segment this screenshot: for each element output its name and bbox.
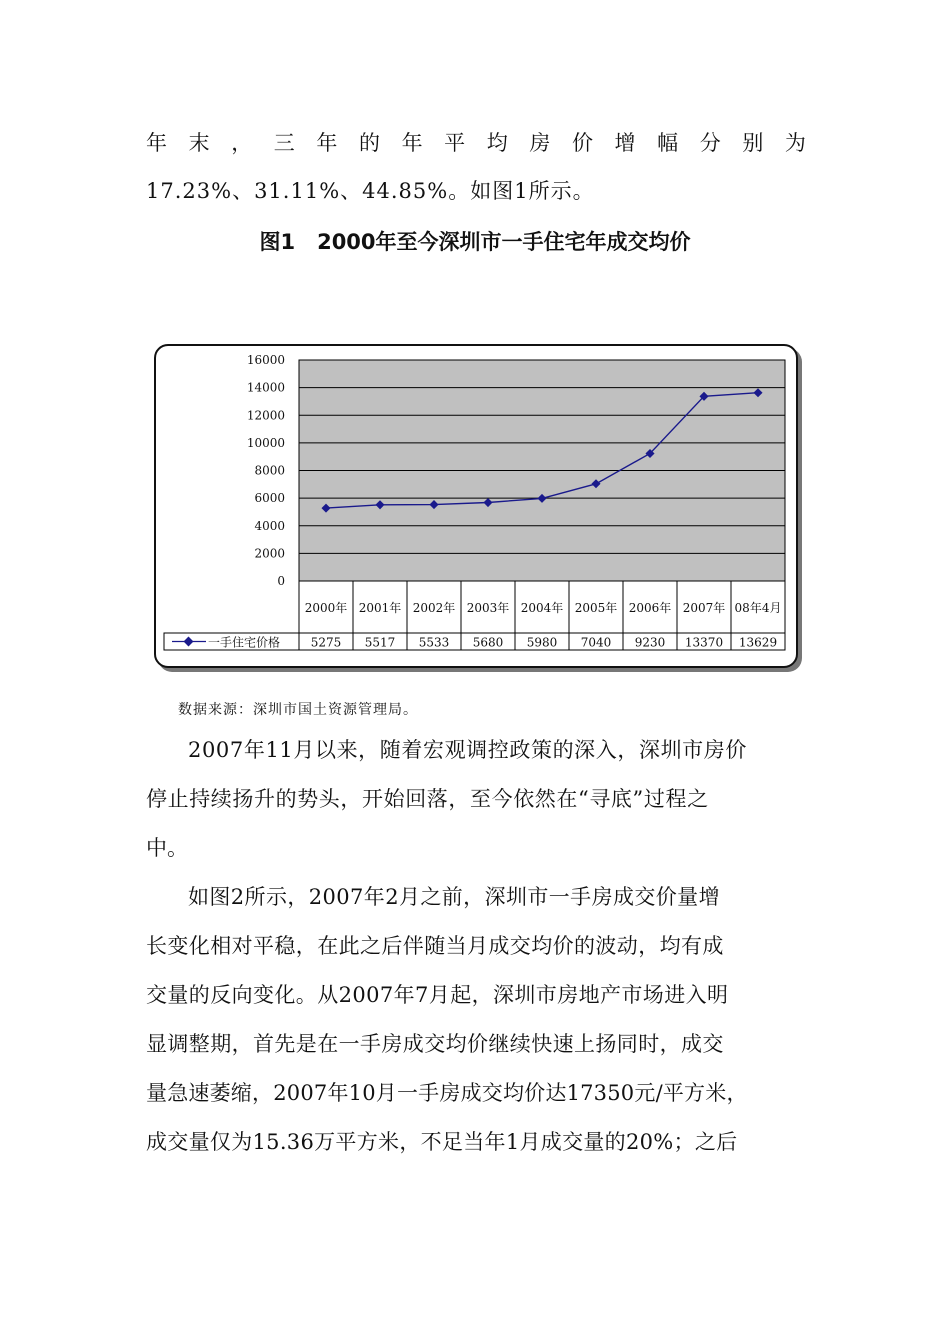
body-line: 如图2所示，2007年2月之前，深圳市一手房成交价量增 [188, 885, 720, 909]
line-chart [156, 346, 796, 666]
data-value-label: 5980 [526, 635, 558, 650]
y-tick-label: 6000 [254, 491, 285, 506]
x-category-label: 2004年 [520, 601, 564, 615]
source-note: 数据来源：深圳市国土资源管理局。 [178, 702, 418, 718]
body-line: 2007年11月以来，随着宏观调控政策的深入，深圳市房价 [188, 738, 747, 762]
paragraph-char: 年 [146, 131, 167, 155]
x-category-label: 2000年 [304, 601, 348, 615]
data-value-label: 5275 [310, 635, 342, 650]
x-category-label: 2007年 [682, 601, 726, 615]
body-line: 停止持续扬升的势头，开始回落，至今依然在“寻底”过程之 [146, 787, 709, 811]
y-tick-label: 8000 [254, 463, 285, 478]
data-value-label: 5533 [418, 635, 450, 650]
figure-number: 图1 [259, 230, 296, 254]
y-tick-label: 2000 [254, 546, 285, 561]
x-category-label: 2006年 [628, 601, 672, 615]
body-line: 长变化相对平稳，在此之后伴随当月成交均价的波动，均有成 [146, 934, 724, 958]
y-tick-label: 12000 [246, 408, 285, 423]
paragraph-line [146, 129, 806, 157]
paragraph-char: 均 [486, 131, 508, 155]
paragraph-char: 分 [699, 131, 721, 155]
paragraph-char: 房 [529, 131, 551, 155]
body-line: 中。 [146, 836, 188, 860]
body-line: 量急速萎缩，2007年10月一手房成交均价达17350元/平方米， [146, 1081, 748, 1105]
paragraph-char: 年 [316, 131, 338, 155]
paragraph-char: 三 [273, 131, 295, 155]
paragraph-char: 为 [784, 131, 806, 155]
data-value-label: 5517 [364, 635, 396, 650]
y-tick-label: 4000 [254, 518, 285, 533]
data-value-label: 7040 [580, 635, 612, 650]
data-value-label: 9230 [634, 635, 666, 650]
paragraph-char: 的 [358, 131, 380, 155]
paragraph-char: 末 [188, 131, 210, 155]
y-tick-label: 0 [277, 574, 285, 588]
body-line: 交量的反向变化。从2007年7月起，深圳市房地产市场进入明 [146, 983, 729, 1007]
x-category-label: 2001年 [358, 601, 402, 615]
figure-title [0, 228, 950, 256]
body-line: 成交量仅为15.36万平方米，不足当年1月成交量的20%；之后 [146, 1130, 738, 1154]
paragraph-char: 平 [444, 131, 466, 155]
paragraph-char: 增 [614, 131, 636, 155]
data-value-label: 5680 [472, 635, 504, 650]
x-category-label: 08年4月 [734, 601, 782, 615]
data-value-label: 13629 [738, 635, 778, 650]
figure-caption: 2000年至今深圳市一手住宅年成交均价 [317, 230, 691, 254]
body-line: 显调整期，首先是在一手房成交均价继续快速上扬同时，成交 [146, 1032, 724, 1056]
legend-label: 一手住宅价格 [208, 635, 281, 650]
x-category-label: 2003年 [466, 601, 510, 615]
paragraph-char: 年 [401, 131, 423, 155]
paragraph-char: ， [231, 131, 253, 155]
x-category-label: 2002年 [412, 601, 456, 615]
paragraph-char: 价 [571, 131, 593, 155]
y-tick-label: 10000 [246, 435, 285, 450]
paragraph-char: 幅 [657, 131, 679, 155]
x-category-label: 2005年 [574, 601, 618, 615]
y-tick-label: 16000 [246, 353, 285, 367]
paragraph-char: 别 [742, 131, 764, 155]
data-value-label: 13370 [684, 635, 724, 650]
chart-frame [154, 344, 798, 668]
paragraph-line: 17.23%、31.11%、44.85%。如图1所示。 [146, 179, 595, 203]
y-tick-label: 14000 [246, 380, 285, 395]
